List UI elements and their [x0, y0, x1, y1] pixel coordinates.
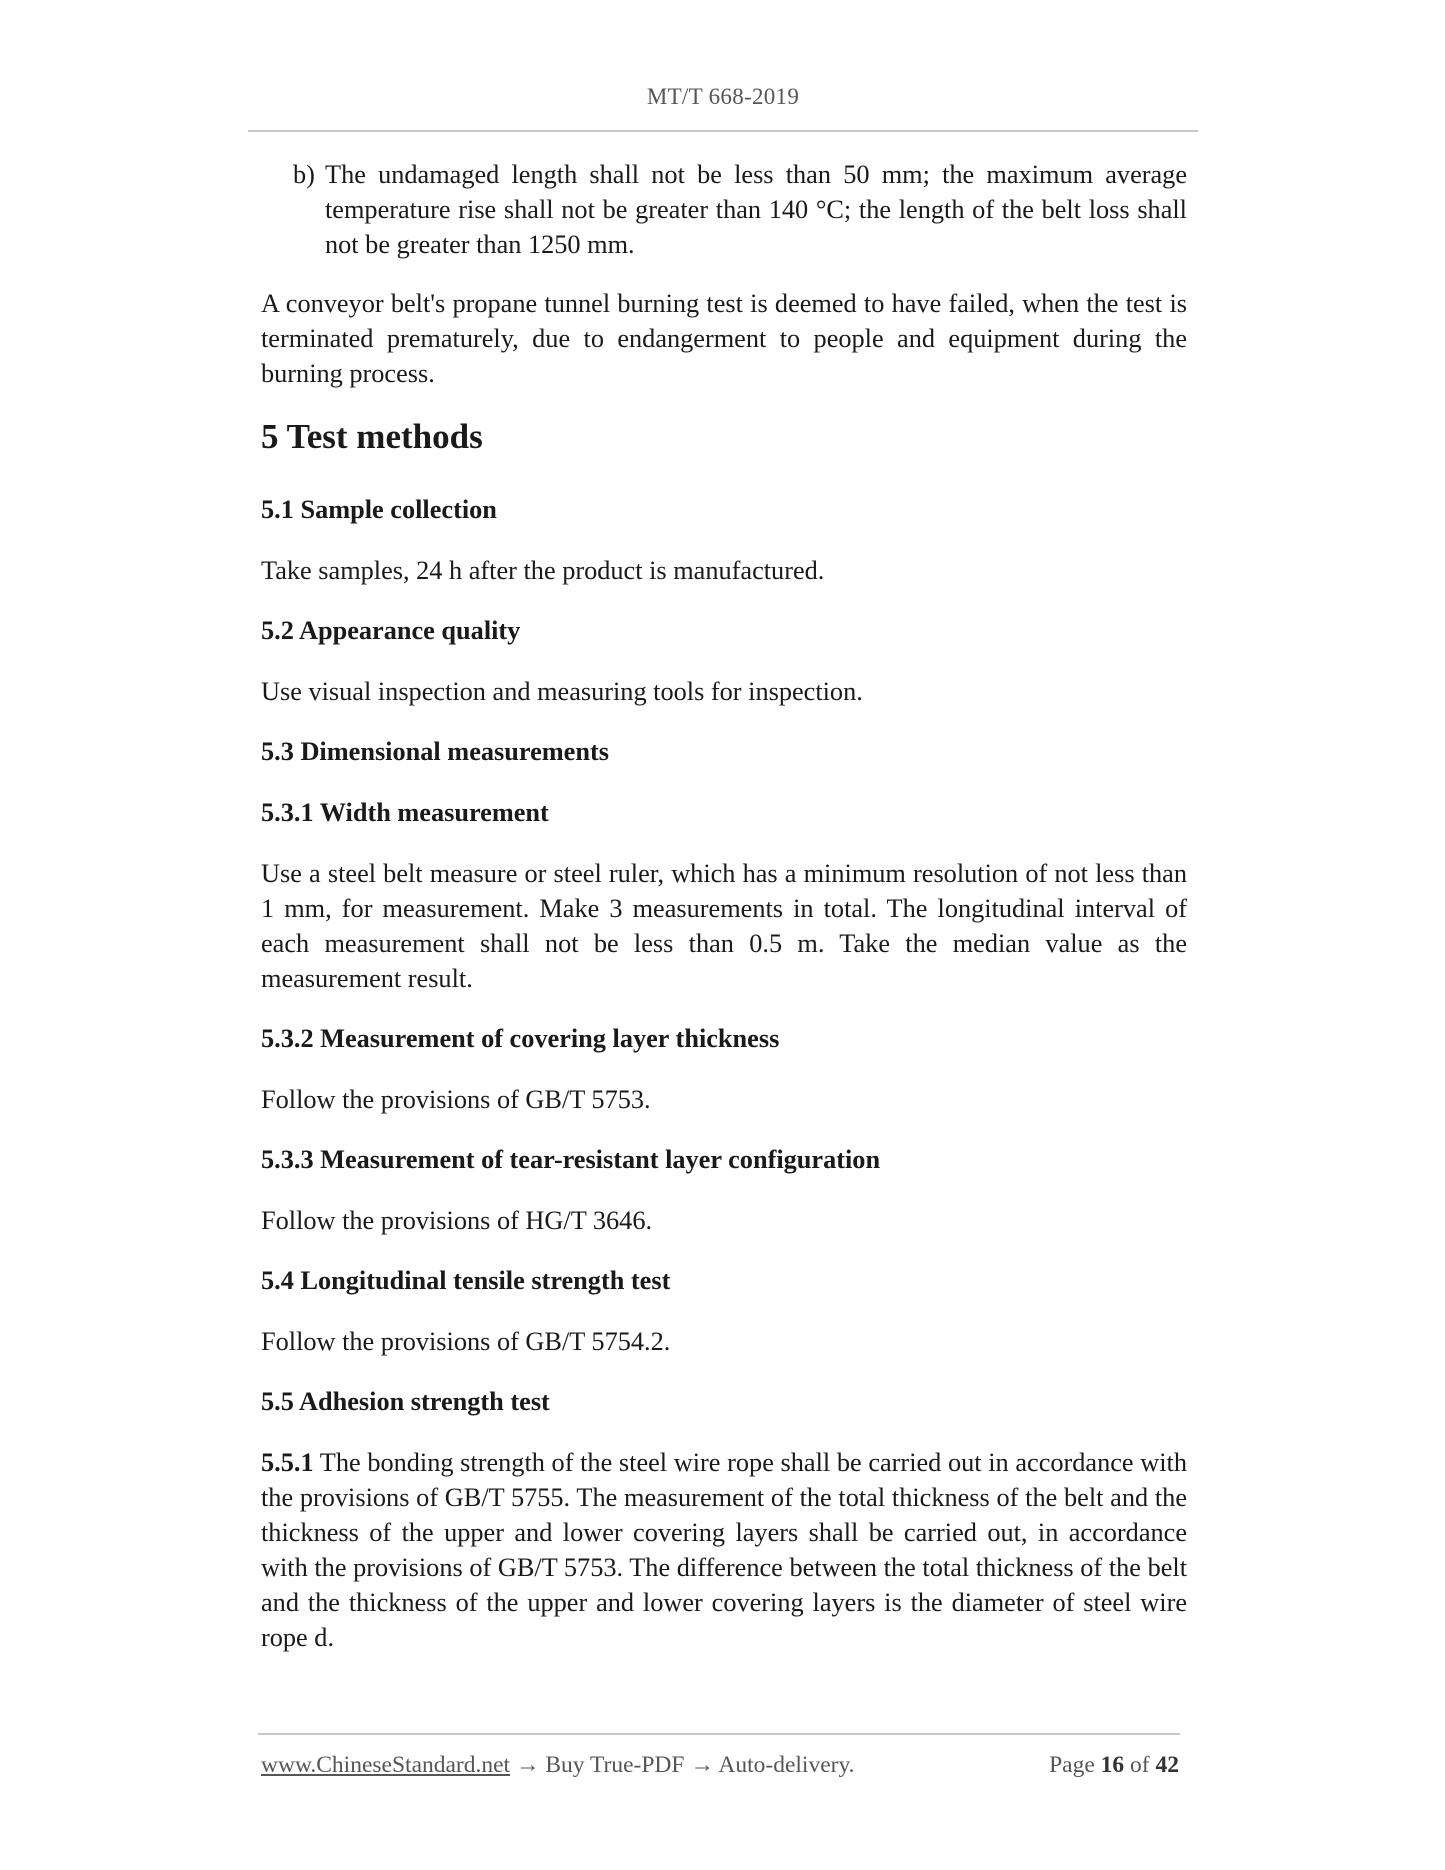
footer-divider — [258, 1733, 1180, 1735]
clause-number: 5.5.1 — [261, 1448, 314, 1477]
subheading-5-2: 5.2 Appearance quality — [261, 616, 521, 645]
page-header: MT/T 668-2019 — [646, 84, 800, 109]
total-pages: 42 — [1155, 1752, 1179, 1778]
footer-promo — [261, 1752, 855, 1779]
list-item-b — [293, 157, 1187, 262]
current-page: 16 — [1100, 1752, 1125, 1778]
subheading-5-3-1: 5.3.1 Width measurement — [261, 798, 549, 827]
paragraph-5-4: Follow the provisions of GB/T 5754.2. — [261, 1327, 671, 1356]
header-divider — [248, 130, 1198, 132]
paragraph-5-2: Use visual inspection and measuring tools for inspection. — [261, 677, 863, 706]
subheading-5-3-2: 5.3.2 Measurement of covering layer thickness — [261, 1024, 780, 1053]
document-body — [261, 157, 1187, 1680]
section-heading-test-methods: 5 Test methods — [261, 417, 483, 456]
paragraph-test-failure: A conveyor belt's propane tunnel burning test is deemed to have failed, when the test is terminated prematurely, due to endangerment to people and equipment during the burning process. — [261, 289, 1187, 388]
paragraph-5-1: Take samples, 24 h after the product is manufactured. — [261, 556, 825, 585]
paragraph-5-3-3: Follow the provisions of HG/T 3646. — [261, 1206, 653, 1235]
paragraph-5-3-2: Follow the provisions of GB/T 5753. — [261, 1085, 651, 1114]
page-of: of — [1124, 1752, 1156, 1778]
paragraph-5-5-1 — [261, 1445, 1187, 1655]
promo-text: → Buy True-PDF → Auto-delivery. — [510, 1752, 855, 1778]
subheading-5-3-3: 5.3.3 Measurement of tear-resistant layer configuration — [261, 1145, 881, 1174]
subheading-5-3: 5.3 Dimensional measurements — [261, 737, 609, 766]
page-label: Page — [1049, 1752, 1101, 1778]
list-marker: b) — [293, 160, 315, 189]
subheading-5-1: 5.1 Sample collection — [261, 495, 497, 524]
page-footer — [261, 1752, 1179, 1779]
list-text: The undamaged length shall not be less than 50 mm; the maximum average temperature rise shall not be greater than 140 °C; the length of the belt loss shall not be greater than 1250 mm. — [325, 160, 1187, 259]
page-number — [1049, 1752, 1179, 1779]
site-link[interactable]: www.ChineseStandard.net — [261, 1752, 511, 1778]
subheading-5-5: 5.5 Adhesion strength test — [261, 1387, 550, 1416]
subheading-5-4: 5.4 Longitudinal tensile strength test — [261, 1266, 671, 1295]
clause-text: The bonding strength of the steel wire rope shall be carried out in accordance with the provisions of GB/T 5755. The measurement of the total thickness of the belt and the thickness of the upper and lower covering layers shall be carried out, in accordance with the provisions of GB/T 5753. The difference between the total thickness of the belt and the thickness of the upper and lower covering layers is the diameter of steel wire rope d. — [261, 1448, 1187, 1652]
paragraph-5-3-1: Use a steel belt measure or steel ruler, which has a minimum resolution of not less than 1 mm, for measurement. Make 3 measurements in total. The longitudinal interval of each measurement shall not be less than 0.5 m. Take the median value as the measurement result. — [261, 859, 1187, 993]
